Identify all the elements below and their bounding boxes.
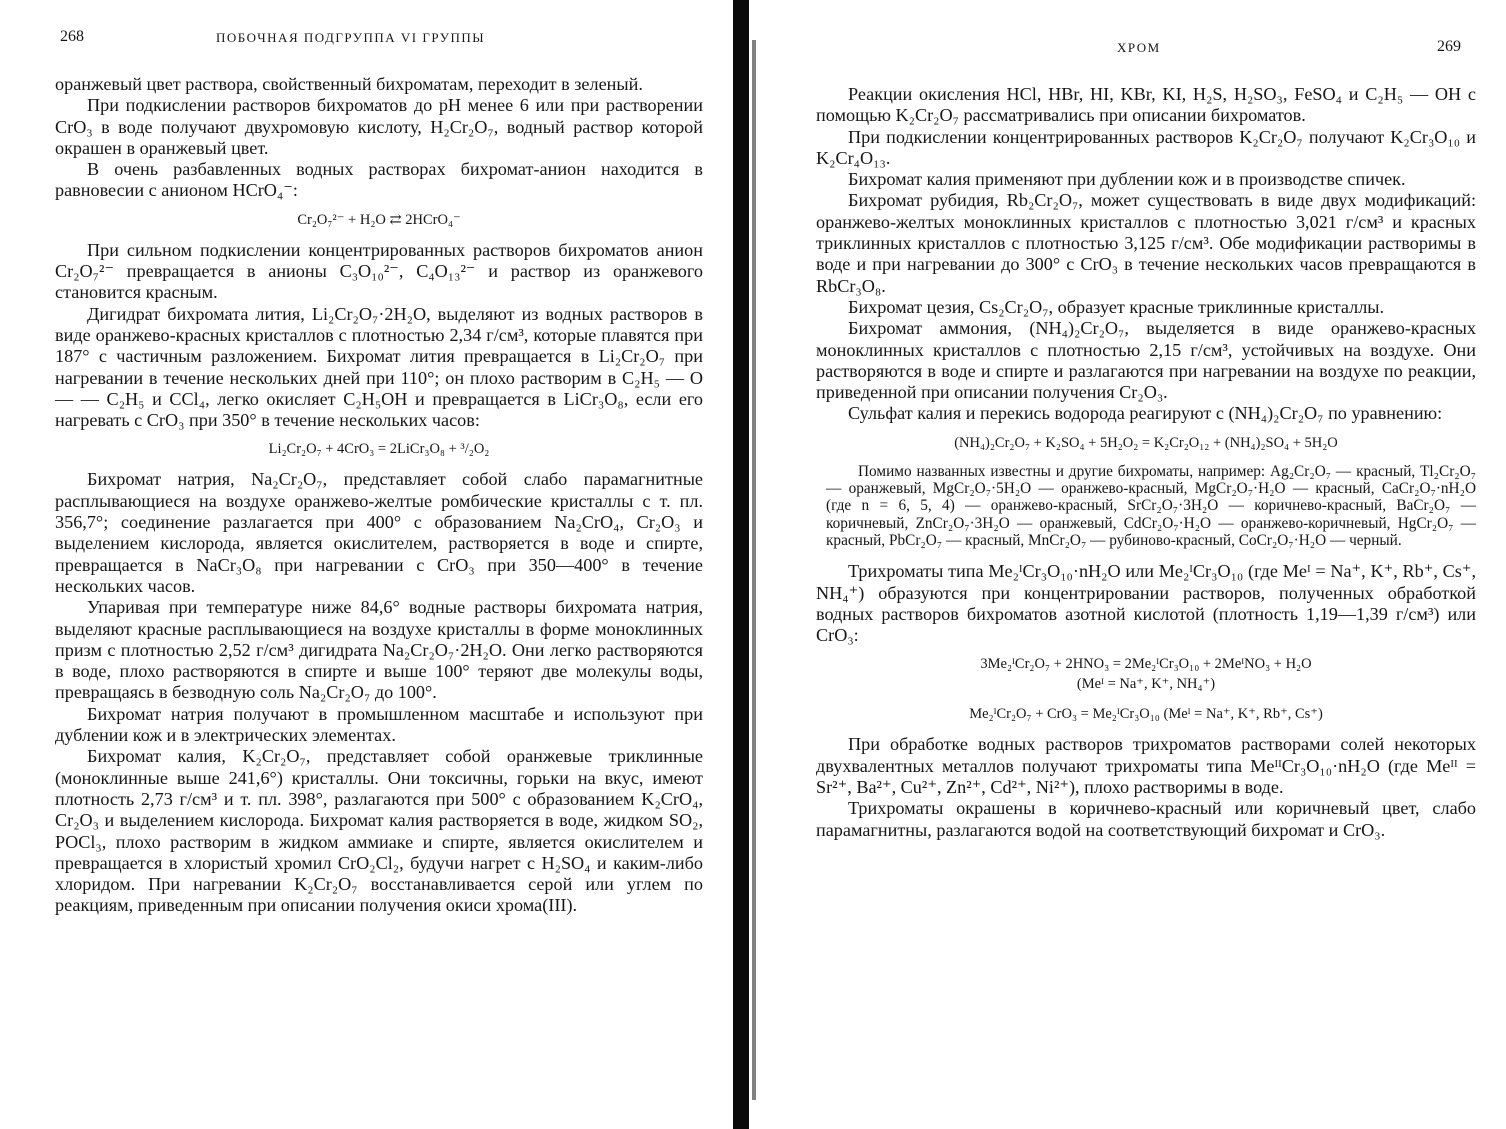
paragraph: Реакции окисления HCl, HBr, HI, KBr, KI, H₂S, H₂SO₃, FeSO₄ и C₂H₅ — OH с помощью K₂Cr₂O₇ рассматривались при описании бихроматов. <box>816 84 1476 126</box>
paragraph: Бихромат калия применяют при дублении кож и в производстве спичек. <box>848 169 1406 190</box>
right-page <box>772 0 1506 1129</box>
paragraph: Бихромат калия, K₂Cr₂O₇, представляет собой оранжевые триклинные (моноклинные выше 241,6°) кристаллы. Они токсичны, горьки на вкус, имеют плотность 2,73 г/см³ и т. пл. 398°, разлагаются при 500° с образованием K₂CrO₄, Cr₂O₃ и выделением кислорода. Бихромат калия растворяется в воде, жидком SO₂, POCl₃, плохо растворим в жидком аммиаке и спирте, является окислителем и превращается в хлористый хромил CrO₂Cl₂, будучи нагрет с H₂SO₄ и каким-либо хлоридом. При нагревании K₂Cr₂O₇ восстанавливается серой или углем по реакциям, приведенным при описании получения окиси хрома(III). <box>55 746 703 916</box>
equation-note: (Meᴵ = Na⁺, K⁺, NH₄⁺) <box>1076 676 1216 693</box>
left-page <box>0 0 730 1129</box>
equation: 3Me₂ᴵCr₂O₇ + 2HNO₃ = 2Me₂ᴵCr₃O₁₀ + 2MeᴵNO₃ + H₂O <box>980 656 1312 673</box>
paragraph: Бихромат натрия, Na₂Cr₂O₇, представляет собой слабо парамагнитные расплывающиеся на воздухе оранжево-желтые ромбические кристаллы с т. пл. 356,7°; соединение разлагается при 400° с образованием Na₂CrO₄, Cr₂O₃ и выделением кислорода, является окислителем, растворяется в воде и спирте, превращается в NaCr₃O₈ при нагревании с CrO₃ при 350—400° в течение нескольких часов. <box>55 469 703 596</box>
gutter-shadow-edge <box>752 40 756 1100</box>
paragraph: Сульфат калия и перекись водорода реагируют с (NH₄)₂Cr₂O₇ по уравнению: <box>848 403 1443 424</box>
page-number: 268 <box>60 28 84 45</box>
paragraph: При сильном подкислении концентрированных растворов бихроматов анион Cr₂O₇²⁻ превращается в анионы C₃O₁₀²⁻, C₄O₁₃²⁻ и раствор из оранжевого становится красным. <box>55 239 703 303</box>
paragraph: При подкислении концентрированных растворов K₂Cr₂O₇ получают K₂Cr₃O₁₀ и K₂Cr₄O₁₃. <box>816 126 1476 168</box>
paragraph: Бихромат рубидия, Rb₂Cr₂O₇, может существовать в виде двух модификаций: оранжево-желтых моноклинных кристаллов с плотностью 3,021 г/см³ и красных триклинных кристаллов с плотностью 3,125 г/см³. Обе модификации растворимы в воде и при нагревании до 300° с CrO₃ в течение нескольких часов превращаются в RbCr₃O₈. <box>816 190 1476 296</box>
running-head: ХРОМ <box>1117 40 1161 55</box>
paragraph: оранжевый цвет раствора, свойственный бихроматам, переходит в зеленый. <box>55 74 643 94</box>
running-head: ПОБОЧНАЯ ПОДГРУППА VI ГРУППЫ <box>216 30 486 45</box>
paragraph: Трихроматы типа Me₂ᴵCr₃O₁₀·nH₂O или Me₂ᴵCr₃O₁₀ (где Meᴵ = Na⁺, K⁺, Rb⁺, Cs⁺, NH₄⁺) образуются при концентрировании растворов, полученных обработкой водных растворов бихроматов азотной кислотой (плотность 1,19—1,39 г/см³) или CrO₃: <box>816 561 1476 646</box>
equation: (NH₄)₂Cr₂O₇ + K₂SO₄ + 5H₂O₂ = K₂Cr₂O₁₂ + (NH₄)₂SO₄ + 5H₂O <box>954 434 1338 451</box>
paragraph: При подкислении растворов бихроматов до pH менее 6 или при растворении CrO₃ в воде получают двухромовую кислоту, H₂Cr₂O₇, водный раствор которой окрашен в оранжевый цвет. <box>55 95 703 158</box>
page-number: 269 <box>1437 38 1461 55</box>
paragraph: Помимо названных известны и другие бихроматы, например: Ag₂Cr₂O₇ — красный, Tl₂Cr₂O₇ — оранжевый, MgCr₂O₇·5H₂O — оранжево-красный, MgCr₂O₇·H₂O — красный, CaCr₂O₇·nH₂O (где n = 6, 5, 4) — оранжево-красный, SrCr₂O₇·3H₂O — коричнево-красный, BaCr₂O₇ — коричневый, ZnCr₂O₇·3H₂O — оранжевый, CdCr₂O₇·H₂O — оранжево-коричневый, HgCr₂O₇ — красный, PbCr₂O₇ — красный, MnCr₂O₇ — рубиново-красный, CoCr₂O₇·H₂O — черный. <box>826 462 1476 549</box>
small-print-note <box>816 463 1476 549</box>
paragraph: Бихромат аммония, (NH₄)₂Cr₂O₇, выделяется в виде оранжево-красных моноклинных кристаллов с плотностью 2,15 г/см³, устойчивых на воздухе. Они растворяются в воде и спирте и разлагаются при нагревании на воздухе по реакции, приведенной при описании получения Cr₂O₃. <box>816 318 1476 403</box>
equation: Cr₂O₇²⁻ + H₂O ⇄ 2HCrO₄⁻ <box>297 211 461 228</box>
gutter-shadow <box>733 0 749 1129</box>
paragraph: Трихроматы окрашены в коричнево-красный или коричневый цвет, слабо парамагнитны, разлагаются водой на соответствующий бихромат и CrO₃. <box>816 798 1476 840</box>
paragraph: Бихромат натрия получают в промышленном масштабе и используют при дублении кож и в электрических элементах. <box>55 703 703 746</box>
paragraph: Дигидрат бихромата лития, Li₂Cr₂O₇·2H₂O, выделяют из водных растворов в виде оранжево-красных кристаллов с плотностью 2,34 г/см³, которые плавятся при 187° с частичным разложением. Бихромат лития превращается в Li₂Cr₂O₇ при нагревании в течение нескольких дней при 110°; он плохо растворим в C₂H₅ — O — — C₂H₅ и CCl₄, легко окисляет C₂H₅OH и превращается в LiCr₃O₈, если его нагревать с CrO₃ при 350° в течение нескольких часов: <box>55 303 703 431</box>
right-body <box>816 84 1476 841</box>
paragraph: Бихромат цезия, Cs₂Cr₂O₇, образует красные триклинные кристаллы. <box>848 296 1385 317</box>
paragraph: При обработке водных растворов трихроматов растворами солей некоторых двухвалентных металлов получают трихроматы типа MeᴵᴵCr₃O₁₀·nH₂O (где Meᴵᴵ = Sr²⁺, Ba²⁺, Cu²⁺, Zn²⁺, Cd²⁺, Ni²⁺), плохо растворимы в воде. <box>816 734 1476 798</box>
paragraph: Упаривая при температуре ниже 84,6° водные растворы бихромата натрия, выделяют красные расплывающиеся на воздухе кристаллы в форме моноклинных призм с плотностью 2,52 г/см³ дигидрата Na₂Cr₂O₇·2H₂O. Они легко растворяются в воде, плохо растворяются в спирте и выше 100° теряют две молекулы воды, превращаясь в безводную соль Na₂Cr₂O₇ до 100°. <box>55 597 703 703</box>
equation: Li₂Cr₂O₇ + 4CrO₃ = 2LiCr₃O₈ + ³/₂O₂ <box>268 441 490 458</box>
paragraph: В очень разбавленных водных растворах бихромат-анион находится в равновесии с анионом HCrO₄⁻: <box>55 159 703 201</box>
equation: Me₂ᴵCr₂O₇ + CrO₃ = Me₂ᴵCr₃O₁₀ (Meᴵ = Na⁺, K⁺, Rb⁺, Cs⁺) <box>969 706 1323 723</box>
left-body <box>55 74 703 917</box>
